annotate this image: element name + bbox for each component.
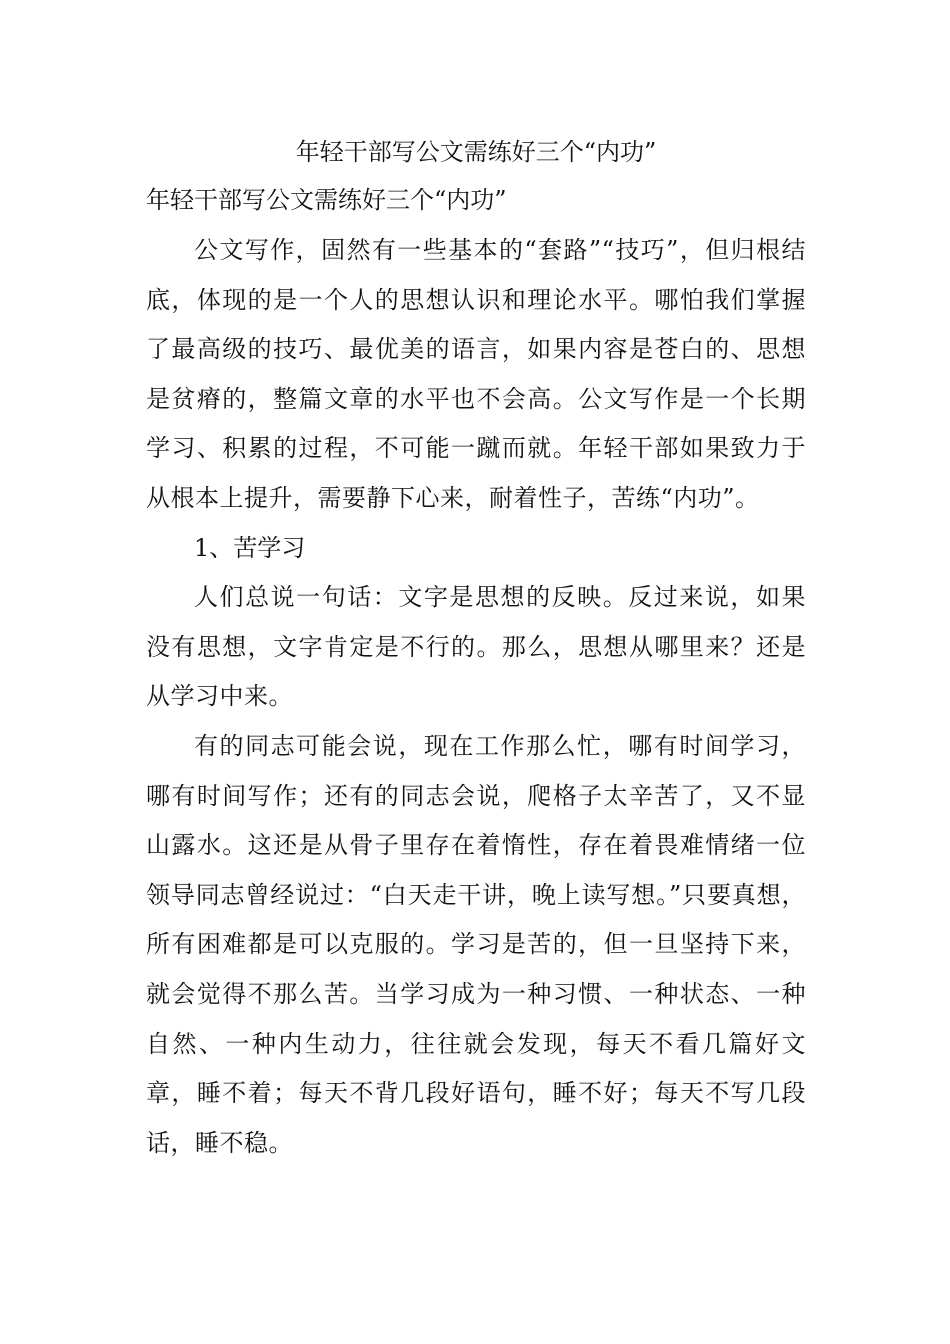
document-title: 年轻干部写公文需练好三个“内功” — [295, 138, 657, 166]
section-heading-1: 1、苦学习 — [194, 533, 306, 562]
document-body — [146, 128, 806, 1168]
section-1-paragraph-2: 有的同志可能会说，现在工作那么忙，哪有时间学习，哪有时间写作；还有的同志会说，爬格子太辛苦了，又不显山露水。这还是从骨子里存在着惰性，存在着畏难情绪一位领导同志曾经说过：“白天走干讲，晚上读写想。”只要真想，所有困难都是可以克服的。学习是苦的，但一旦坚持下来，就会觉得不那么苦。当学习成为一种习惯、一种状态、一种自然、一种内生动力，往往就会发现，每天不看几篇好文章，睡不着；每天不背几段好语句，睡不好；每天不写几段话，睡不稳。 — [146, 731, 806, 1157]
intro-paragraph: 公文写作，固然有一些基本的“套路”“技巧”，但归根结底，体现的是一个人的思想认识和理论水平。哪怕我们掌握了最高级的技巧、最优美的语言，如果内容是苍白的、思想是贫瘠的，整篇文章的水平也不会高。公文写作是一个长期学习、积累的过程，不可能一蹴而就。年轻干部如果致力于从根本上提升，需要静下心来，耐着性子，苦练“内功”。 — [146, 236, 806, 512]
section-1-paragraph-1: 人们总说一句话：文字是思想的反映。反过来说，如果没有思想，文字肯定是不行的。那么，思想从哪里来？还是从学习中来。 — [146, 583, 806, 711]
document-subtitle: 年轻干部写公文需练好三个“内功” — [146, 186, 507, 214]
